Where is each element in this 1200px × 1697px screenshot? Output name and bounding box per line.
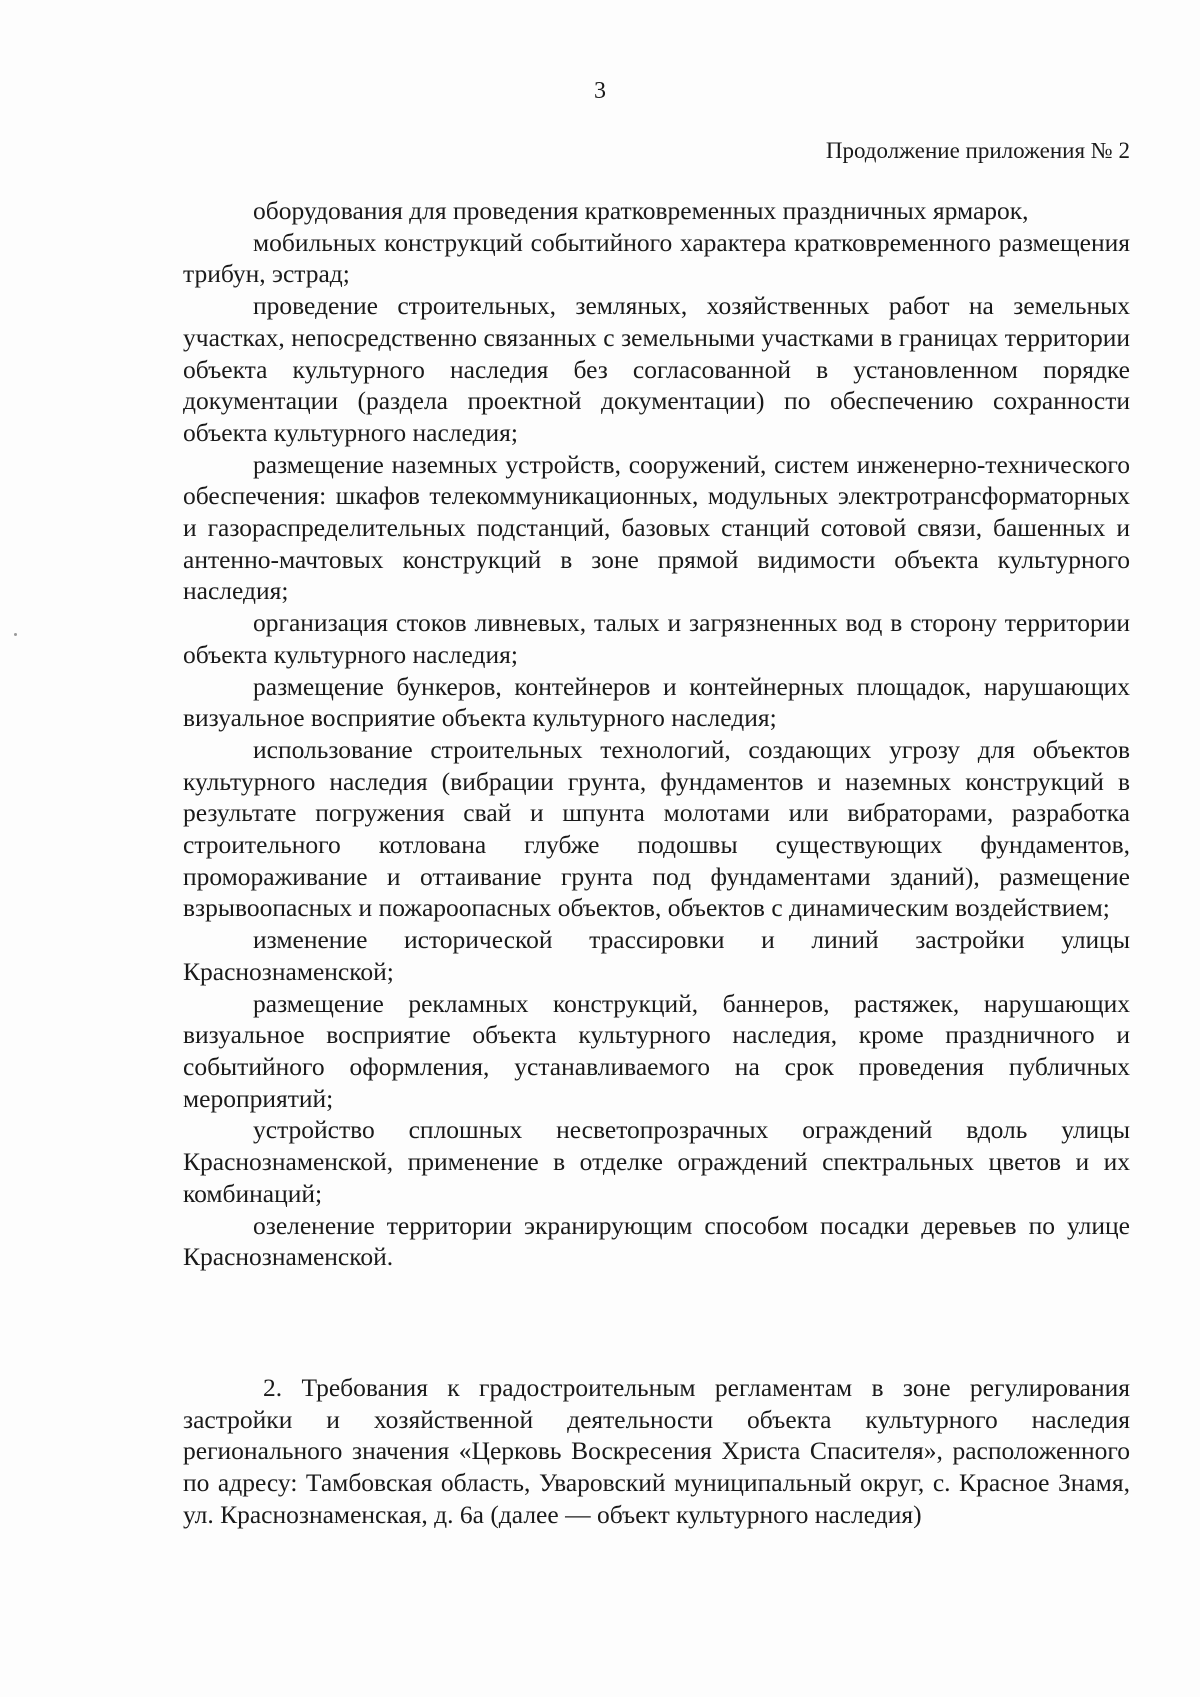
paragraph: проведение строительных, земляных, хозяйственных работ на земельных участках, непосредственно связанных с земельными участками в границах территории объекта культурного наследия без согласованной в установленном порядке документации (раздела проектной документации) по обеспечению сохранности объекта культурного наследия; [183,291,1130,447]
paragraph: использование строительных технологий, создающих угрозу для объектов культурного наследия (вибрации грунта, фундаментов и наземных конструкций в результате погружения свай и шпунта молотами или вибраторами, разработка строительного котлована глубже подошвы существующих фундаментов, промораживание и оттаивание грунта под фундаментами зданий), размещение взрывоопасных и пожароопасных объектов, объектов с динамическим воздействием; [183,734,1130,923]
paragraph: размещение наземных устройств, сооружений, систем инженерно-технического обеспечения: шкафов телекоммуникационных, модульных электротрансформаторных и газораспределительных подстанций, базовых станций сотовой связи, башенных и антенно-мачтовых конструкций в зоне прямой видимости объекта культурного наследия; [183,449,1130,606]
scan-artifact [14,633,17,636]
paragraph: размещение бункеров, контейнеров и контейнерных площадок, нарушающих визуальное восприятие объекта культурного наследия; [183,671,1130,733]
appendix-continuation-note: Продолжение приложения № 2 [825,138,1130,163]
paragraph: устройство сплошных несветопрозрачных ограждений вдоль улицы Краснознаменской, применение в отделке ограждений спектральных цветов и их комбинаций; [183,1115,1130,1208]
paragraph: размещение рекламных конструкций, баннеров, растяжек, нарушающих визуальное восприятие объекта культурного наследия, кроме праздничного и событийного оформления, устанавливаемого на срок проведения публичных мероприятий; [183,988,1130,1113]
section-2 [183,1372,1130,1531]
paragraph: оборудования для проведения кратковременных праздничных ярмарок, [253,196,1029,225]
paragraph: организация стоков ливневых, талых и загрязненных вод в сторону территории объекта культурного наследия; [183,608,1130,669]
page-number: 3 [594,78,606,104]
paragraph: изменение исторической трассировки и линий застройки улицы Краснознаменской; [183,925,1130,986]
paragraph: мобильных конструкций событийного характера кратковременного размещения трибун, эстрад; [183,227,1130,289]
paragraph: озеленение территории экранирующим способом посадки деревьев по улице Краснознаменской. [183,1210,1130,1272]
section-2-paragraph: 2. Требования к градостроительным регламентам в зоне регулирования застройки и хозяйственной деятельности объекта культурного наследия регионального значения «Церковь Воскресения Христа Спасителя», расположенного по адресу: Тамбовская область, Уваровский муниципальный округ, с. Красное Знамя, ул. Краснознаменская, д. 6а (далее — объект культурного наследия) [183,1373,1130,1529]
restrictions-list [183,195,1130,1273]
